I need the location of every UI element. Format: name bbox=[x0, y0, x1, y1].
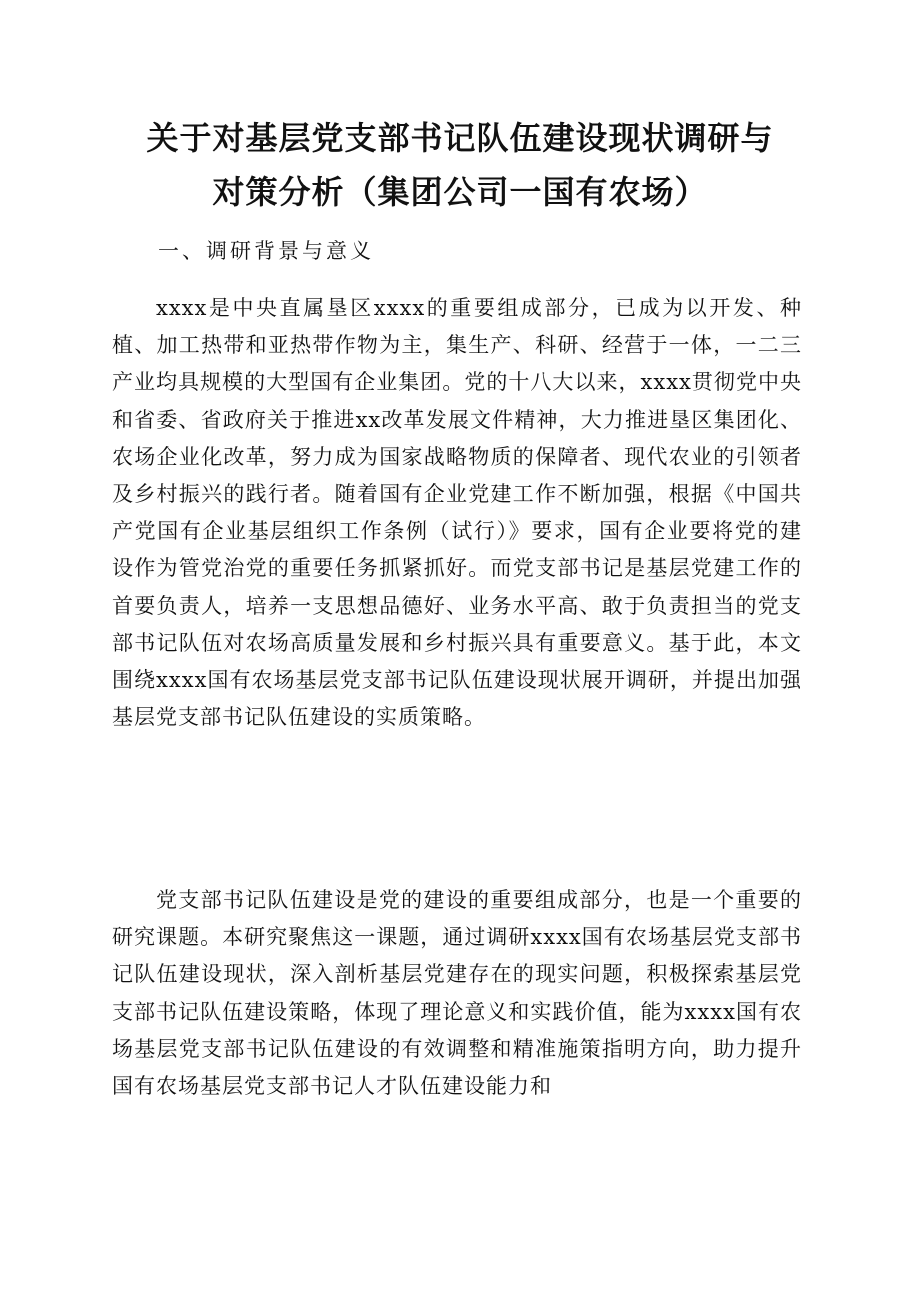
document-title-line-1: 关于对基层党支部书记队伍建设现状调研与 bbox=[146, 119, 774, 157]
body-paragraph-1: xxxx是中央直属垦区xxxx的重要组成部分，已成为以开发、种植、加工热带和亚热带作物为主，集生产、科研、经营于一体，一二三产业均具规模的大型国有企业集团。党的十八大以来，xxxx贯彻党中央和省委、省政府关于推进xx改革发展文件精神，大力推进垦区集团化、农场企业化改革，努力成为国家战略物质的保障者、现代农业的引领者及乡村振兴的践行者。随着国有企业党建工作不断加强，根据《中国共产党国有企业基层组织工作条例（试行）》要求，国有企业要将党的建设作为管党治党的重要任务抓紧抓好。而党支部书记是基层党建工作的首要负责人，培养一支思想品德好、业务水平高、敢于负责担当的党支部书记队伍对农场高质量发展和乡村振兴具有重要意义。基于此，本文围绕xxxx国有农场基层党支部书记队伍建设现状展开调研，并提出加强基层党支部书记队伍建设的实质策略。 bbox=[112, 296, 802, 730]
body-paragraph-2: 党支部书记队伍建设是党的建设的重要组成部分，也是一个重要的研究课题。本研究聚焦这一课题，通过调研xxxx国有农场基层党支部书记队伍建设现状，深入剖析基层党建存在的现实问题，积极探索基层党支部书记队伍建设策略，体现了理论意义和实践价值，能为xxxx国有农场基层党支部书记队伍建设的有效调整和精准施策指明方向，助力提升国有农场基层党支部书记人才队伍建设能力和 bbox=[112, 888, 802, 1099]
section-heading: 一、调研背景与意义 bbox=[158, 239, 374, 263]
document-title-line-2: 对策分析（集团公司一国有农场） bbox=[212, 173, 708, 211]
